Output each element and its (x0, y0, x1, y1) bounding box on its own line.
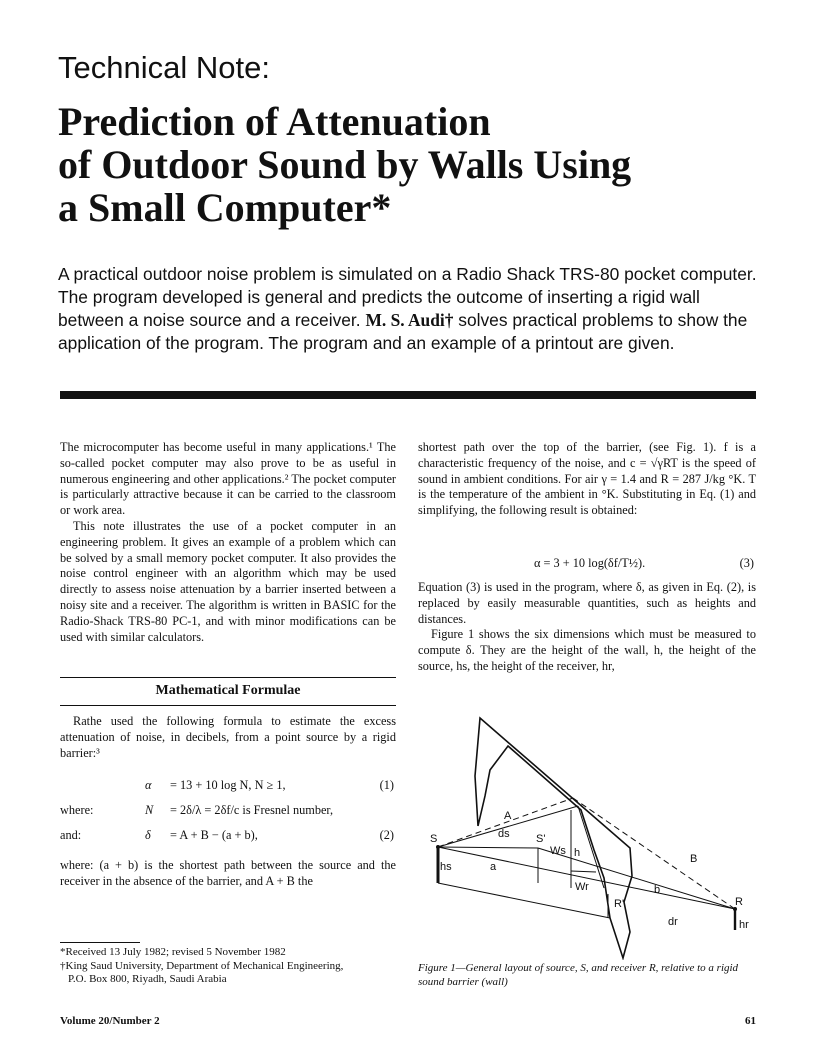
source-to-wall-line (438, 847, 538, 848)
equation-fresnel-label: where: (60, 803, 94, 817)
equation-2-label: and: (60, 828, 82, 842)
label-wr: Wr (575, 881, 589, 893)
page-number: 61 (745, 1015, 756, 1027)
paragraph-purpose: This note illustrates the use of a pocket computer in an engineering problem. It gives an example of a problem which can be solved by a small memory pocket computer. It also provides the noise control engineer with an algorithm which may be used directly to assess noise attenuation by a barrier inserted between a noisy site and a receiver. The algorithm is written in BASIC for the Radio-Shack TRS-80 PC-1, and with minor modifications can be used with similar calculators. (60, 518, 396, 644)
label-b-lower: b (654, 884, 661, 896)
wall-to-receiver-line (538, 848, 735, 909)
paragraph-equation3-use: Equation (3) is used in the program, where δ, as given in Eq. (2), is replaced by easily measurable quantities, such as heights and distances. (418, 580, 756, 626)
right-column-lower (418, 580, 756, 675)
article-kicker: Technical Note: (58, 50, 270, 85)
label-s-prime: S' (536, 833, 546, 845)
equation-1 (60, 778, 396, 796)
figure-caption: Figure 1—General layout of source, S, and receiver R, relative to a rigid sound barrier (wall) (418, 962, 739, 988)
title-line-2: of Outdoor Sound by Walls Using (58, 142, 632, 187)
footnote-affiliation-1: †King Saud University, Department of Mechanical Engineering, (60, 959, 344, 972)
footnote-rule (60, 942, 140, 943)
label-a-upper: A (504, 810, 512, 822)
equation-3 (418, 556, 756, 574)
paragraph-rathe: Rathe used the following formula to estimate the excess attenuation of noise, in decibels, from a point source by a rigid barrier:³ (60, 714, 396, 760)
label-r: R (735, 896, 743, 908)
equation-1-number: (1) (379, 778, 394, 792)
label-hs: hs (440, 861, 452, 873)
paragraph-intro: The microcomputer has become useful in many applications.¹ The so-called pocket computer may also prove to be as useful in numerous engineering and other applications.² The pocket computer is particularly attractive because it can be carried to the classroom or work area. (60, 440, 396, 518)
source-point (436, 845, 440, 849)
title-line-3: a Small Computer* (58, 185, 392, 230)
equation-2-symbol: δ (145, 828, 151, 842)
left-column (60, 440, 396, 645)
section-heading: Mathematical Formulae (60, 677, 396, 706)
abstract-text-end: solves practical problems to show the application of the program. The program and an example of a printout are given. (58, 310, 748, 353)
journal-volume: Volume 20/Number 2 (60, 1015, 160, 1027)
label-ws: Ws (550, 845, 566, 857)
figure-1-barrier-diagram (418, 706, 758, 960)
right-column (418, 440, 756, 519)
equation-1-rhs: = 13 + 10 log N, N ≥ 1, (170, 778, 286, 792)
equation-3-number: (3) (739, 556, 754, 570)
equation-fresnel-rhs: = 2δ/λ = 2δf/c is Fresnel number, (170, 803, 334, 817)
equation-fresnel (60, 803, 396, 821)
equation-3-rhs: α = 3 + 10 log(δf/T½). (534, 556, 646, 570)
equation-2-number: (2) (379, 828, 394, 842)
label-hr: hr (739, 919, 749, 931)
footnote-affiliation-2: P.O. Box 800, Riyadh, Saudi Arabia (68, 973, 227, 985)
label-h: h (574, 847, 581, 859)
rathe-paragraph-block (60, 714, 396, 761)
footnote-received: *Received 13 July 1982; revised 5 November 1982 (60, 946, 286, 958)
paragraph-dimensions: Figure 1 shows the six dimensions which must be measured to compute δ. They are the height of the wall, h, the height of the source, hs, the height of the receiver, hr, (418, 627, 756, 673)
label-s: S (430, 833, 438, 845)
author-name: M. S. Audi† (365, 310, 454, 330)
title-rule (60, 391, 756, 399)
edge-to-base-line (578, 806, 604, 888)
article-title (58, 100, 778, 229)
title-line-1: Prediction of Attenuation (58, 99, 491, 144)
label-r-prime: R' (614, 898, 625, 910)
label-a-lower: a (490, 861, 497, 873)
label-dr: dr (668, 916, 678, 928)
abstract-text-start: A practical outdoor noise problem is simulated on a Radio Shack TRS-80 pocket computer. The program developed is general and predicts the outcome of inserting a rigid wall between a noise source and a receiver. (58, 264, 757, 330)
paragraph-where: where: (a + b) is the shortest path between the source and the receiver in the absence of the barrier, and A + B the (60, 858, 396, 888)
label-b-upper: B (690, 853, 698, 865)
footnotes (60, 946, 400, 987)
paragraph-shortest-path: shortest path over the top of the barrier, (see Fig. 1). f is a characteristic frequency of the noise, and c = √γRT is the speed of sound in ambient conditions. For air γ = 1.4 and R = 287 J/kg °K. T is the temperature of the ambient in °K. Substituting in Eq. (1) and simplifying, the following result is obtained: (418, 440, 756, 518)
wr-line (571, 871, 596, 872)
equation-1-symbol: α (145, 778, 152, 792)
abstract (58, 263, 758, 355)
equation-2-rhs: = A + B − (a + b), (170, 828, 258, 842)
equation-fresnel-symbol: N (145, 803, 154, 817)
label-ds: ds (498, 828, 510, 840)
equation-2 (60, 828, 396, 846)
